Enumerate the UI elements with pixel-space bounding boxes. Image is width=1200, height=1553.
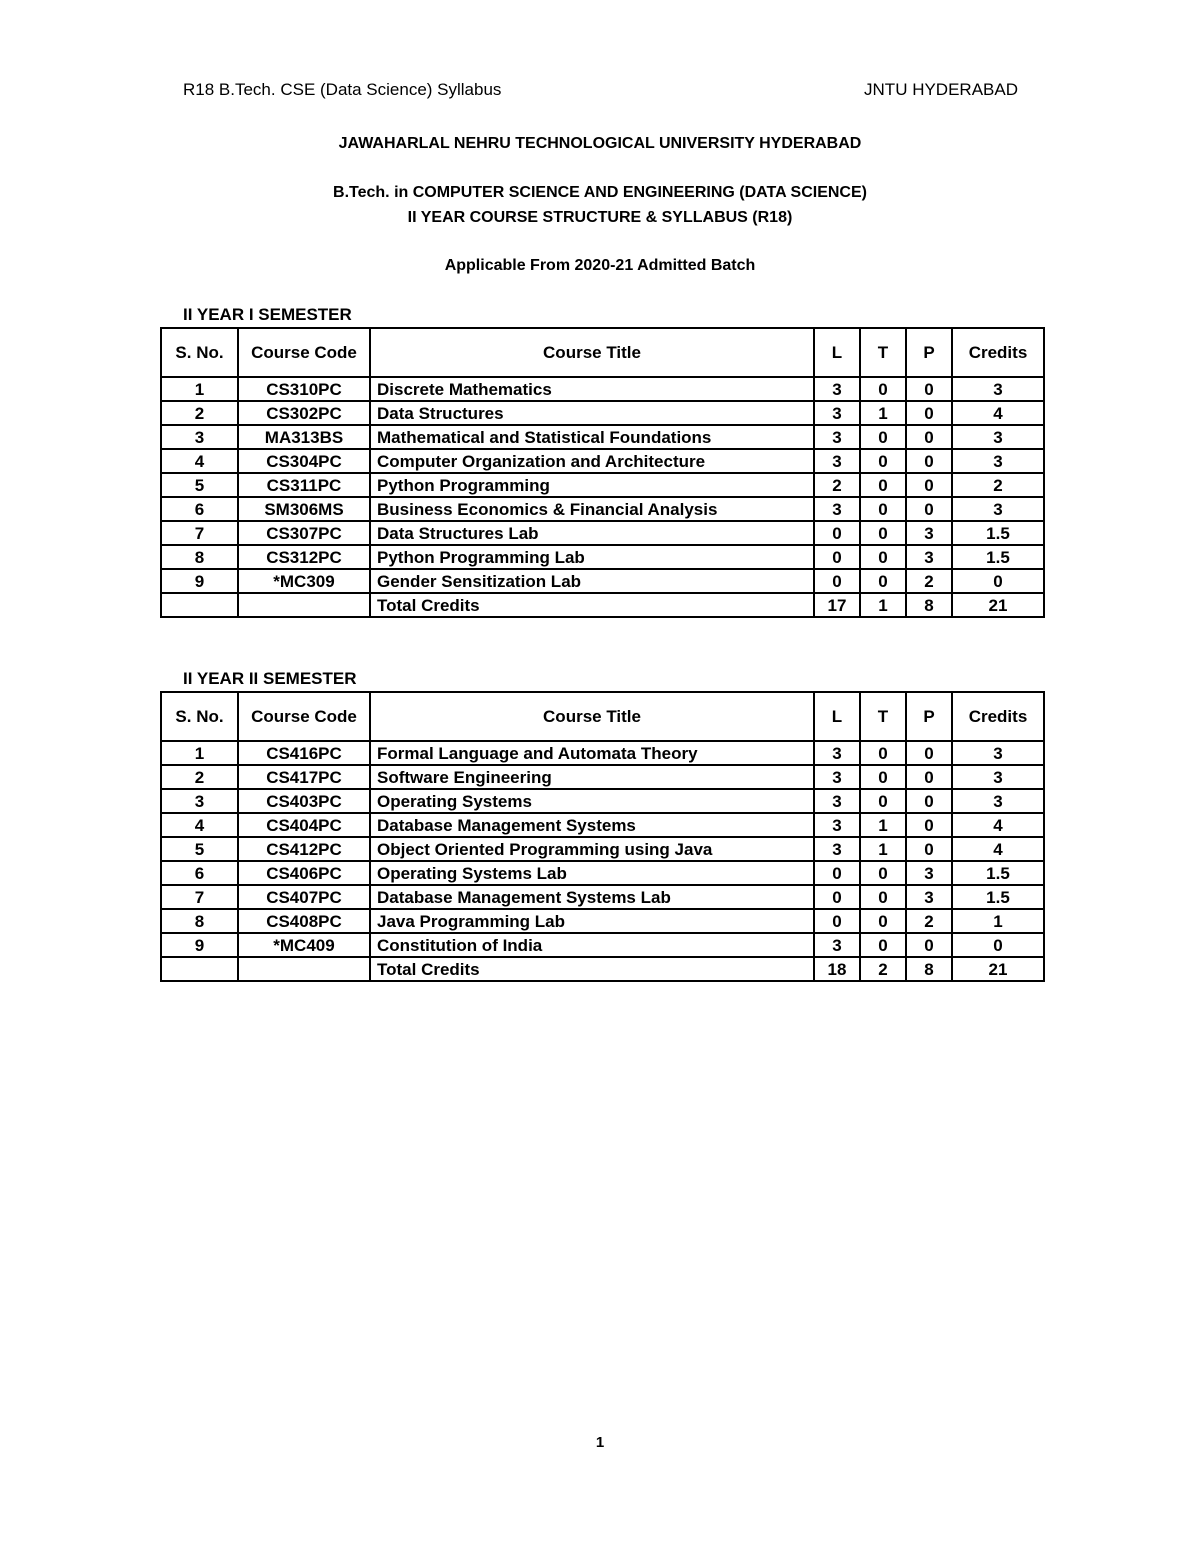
applicable-batch: Applicable From 2020-21 Admitted Batch (444, 257, 756, 274)
course-code-cell: CS416PC (238, 741, 370, 765)
empty-cell (161, 593, 238, 617)
table-row (161, 765, 1044, 789)
tutorial-hours-cell: 1 (860, 837, 906, 861)
serial-number-cell: 1 (161, 741, 238, 765)
total-credits-cell: 21 (952, 957, 1044, 981)
total-tutorial-cell: 2 (860, 957, 906, 981)
course-title-cell: Python Programming Lab (370, 545, 814, 569)
course-title-cell: Gender Sensitization Lab (370, 569, 814, 593)
col-header-p: P (906, 328, 952, 377)
table-row (161, 377, 1044, 401)
table-row (161, 837, 1044, 861)
lecture-hours-cell: 0 (814, 861, 860, 885)
tutorial-hours-cell: 0 (860, 497, 906, 521)
course-structure-title: II YEAR COURSE STRUCTURE & SYLLABUS (R18) (407, 209, 793, 226)
table-row (161, 473, 1044, 497)
course-title-cell: Discrete Mathematics (370, 377, 814, 401)
serial-number-cell: 6 (161, 497, 238, 521)
col-header-code: Course Code (238, 328, 370, 377)
running-header-right: JNTU HYDERABAD (864, 80, 1018, 99)
col-header-credits: Credits (952, 328, 1044, 377)
lecture-hours-cell: 3 (814, 401, 860, 425)
lecture-hours-cell: 3 (814, 837, 860, 861)
course-title-cell: Computer Organization and Architecture (370, 449, 814, 473)
total-label-cell: Total Credits (370, 593, 814, 617)
table-row (161, 449, 1044, 473)
course-code-cell: CS311PC (238, 473, 370, 497)
tutorial-hours-cell: 0 (860, 425, 906, 449)
course-code-cell: CS312PC (238, 545, 370, 569)
credits-cell: 0 (952, 933, 1044, 957)
serial-number-cell: 8 (161, 545, 238, 569)
table-row (161, 569, 1044, 593)
course-title-cell: Database Management Systems Lab (370, 885, 814, 909)
course-code-cell: CS310PC (238, 377, 370, 401)
credits-cell: 1.5 (952, 545, 1044, 569)
course-title-cell: Operating Systems (370, 789, 814, 813)
col-header-l: L (814, 328, 860, 377)
practical-hours-cell: 2 (906, 909, 952, 933)
tutorial-hours-cell: 0 (860, 789, 906, 813)
credits-cell: 1 (952, 909, 1044, 933)
table-row (161, 497, 1044, 521)
empty-cell (161, 957, 238, 981)
practical-hours-cell: 0 (906, 765, 952, 789)
credits-cell: 1.5 (952, 861, 1044, 885)
total-practical-cell: 8 (906, 593, 952, 617)
credits-cell: 3 (952, 449, 1044, 473)
serial-number-cell: 5 (161, 473, 238, 497)
total-lecture-cell: 18 (814, 957, 860, 981)
tutorial-hours-cell: 0 (860, 885, 906, 909)
credits-cell: 3 (952, 425, 1044, 449)
course-title-cell: Constitution of India (370, 933, 814, 957)
tutorial-hours-cell: 0 (860, 765, 906, 789)
credits-cell: 4 (952, 401, 1044, 425)
total-credits-row (161, 957, 1044, 981)
col-header-p: P (906, 692, 952, 741)
serial-number-cell: 7 (161, 521, 238, 545)
serial-number-cell: 8 (161, 909, 238, 933)
course-title-cell: Formal Language and Automata Theory (370, 741, 814, 765)
practical-hours-cell: 3 (906, 885, 952, 909)
practical-hours-cell: 0 (906, 401, 952, 425)
serial-number-cell: 9 (161, 569, 238, 593)
practical-hours-cell: 0 (906, 473, 952, 497)
credits-cell: 3 (952, 789, 1044, 813)
practical-hours-cell: 3 (906, 521, 952, 545)
tutorial-hours-cell: 0 (860, 545, 906, 569)
course-title-cell: Business Economics & Financial Analysis (370, 497, 814, 521)
tutorial-hours-cell: 0 (860, 377, 906, 401)
program-title: B.Tech. in COMPUTER SCIENCE AND ENGINEERING (DATA SCIENCE) (333, 184, 867, 201)
practical-hours-cell: 0 (906, 933, 952, 957)
empty-cell (238, 957, 370, 981)
table-row (161, 741, 1044, 765)
lecture-hours-cell: 3 (814, 933, 860, 957)
course-code-cell: CS412PC (238, 837, 370, 861)
col-header-title: Course Title (370, 328, 814, 377)
semester-1-table (160, 327, 1045, 618)
practical-hours-cell: 3 (906, 545, 952, 569)
table-row (161, 521, 1044, 545)
course-code-cell: CS302PC (238, 401, 370, 425)
course-code-cell: CS304PC (238, 449, 370, 473)
running-header-left: R18 B.Tech. CSE (Data Science) Syllabus (183, 80, 502, 99)
page-number: 1 (595, 1434, 605, 1451)
practical-hours-cell: 0 (906, 789, 952, 813)
lecture-hours-cell: 3 (814, 765, 860, 789)
serial-number-cell: 3 (161, 789, 238, 813)
serial-number-cell: 3 (161, 425, 238, 449)
course-code-cell: CS404PC (238, 813, 370, 837)
serial-number-cell: 4 (161, 813, 238, 837)
table-row (161, 813, 1044, 837)
tutorial-hours-cell: 0 (860, 741, 906, 765)
practical-hours-cell: 0 (906, 377, 952, 401)
credits-cell: 2 (952, 473, 1044, 497)
credits-cell: 3 (952, 497, 1044, 521)
lecture-hours-cell: 3 (814, 789, 860, 813)
table-header-row (161, 692, 1044, 741)
lecture-hours-cell: 3 (814, 449, 860, 473)
lecture-hours-cell: 0 (814, 909, 860, 933)
lecture-hours-cell: 0 (814, 521, 860, 545)
col-header-title: Course Title (370, 692, 814, 741)
serial-number-cell: 9 (161, 933, 238, 957)
total-lecture-cell: 17 (814, 593, 860, 617)
total-label-cell: Total Credits (370, 957, 814, 981)
credits-cell: 3 (952, 741, 1044, 765)
semester-2-table (160, 691, 1045, 982)
serial-number-cell: 1 (161, 377, 238, 401)
credits-cell: 0 (952, 569, 1044, 593)
practical-hours-cell: 0 (906, 449, 952, 473)
total-credits-cell: 21 (952, 593, 1044, 617)
table-row (161, 545, 1044, 569)
tutorial-hours-cell: 0 (860, 449, 906, 473)
course-title-cell: Data Structures (370, 401, 814, 425)
table-row (161, 885, 1044, 909)
course-code-cell: MA313BS (238, 425, 370, 449)
col-header-code: Course Code (238, 692, 370, 741)
serial-number-cell: 5 (161, 837, 238, 861)
credits-cell: 3 (952, 377, 1044, 401)
lecture-hours-cell: 3 (814, 425, 860, 449)
course-title-cell: Database Management Systems (370, 813, 814, 837)
course-code-cell: SM306MS (238, 497, 370, 521)
table-row (161, 401, 1044, 425)
course-code-cell: CS406PC (238, 861, 370, 885)
tutorial-hours-cell: 1 (860, 401, 906, 425)
lecture-hours-cell: 3 (814, 377, 860, 401)
table-row (161, 789, 1044, 813)
table-row (161, 909, 1044, 933)
tutorial-hours-cell: 0 (860, 933, 906, 957)
semester-2-title: II YEAR II SEMESTER (183, 669, 357, 688)
practical-hours-cell: 3 (906, 861, 952, 885)
course-title-cell: Mathematical and Statistical Foundations (370, 425, 814, 449)
course-title-cell: Data Structures Lab (370, 521, 814, 545)
tutorial-hours-cell: 0 (860, 909, 906, 933)
table-row (161, 861, 1044, 885)
tutorial-hours-cell: 0 (860, 521, 906, 545)
credits-cell: 3 (952, 765, 1044, 789)
tutorial-hours-cell: 0 (860, 569, 906, 593)
empty-cell (238, 593, 370, 617)
serial-number-cell: 4 (161, 449, 238, 473)
lecture-hours-cell: 3 (814, 497, 860, 521)
practical-hours-cell: 0 (906, 813, 952, 837)
lecture-hours-cell: 0 (814, 569, 860, 593)
serial-number-cell: 2 (161, 401, 238, 425)
lecture-hours-cell: 0 (814, 885, 860, 909)
course-code-cell: *MC409 (238, 933, 370, 957)
university-title: JAWAHARLAL NEHRU TECHNOLOGICAL UNIVERSITY HYDERABAD (338, 135, 862, 152)
total-practical-cell: 8 (906, 957, 952, 981)
credits-cell: 4 (952, 813, 1044, 837)
course-title-cell: Operating Systems Lab (370, 861, 814, 885)
serial-number-cell: 6 (161, 861, 238, 885)
course-title-cell: Java Programming Lab (370, 909, 814, 933)
course-code-cell: CS407PC (238, 885, 370, 909)
table-row (161, 933, 1044, 957)
course-title-cell: Software Engineering (370, 765, 814, 789)
course-code-cell: CS307PC (238, 521, 370, 545)
practical-hours-cell: 0 (906, 497, 952, 521)
practical-hours-cell: 0 (906, 741, 952, 765)
col-header-l: L (814, 692, 860, 741)
lecture-hours-cell: 2 (814, 473, 860, 497)
course-title-cell: Object Oriented Programming using Java (370, 837, 814, 861)
table-header-row (161, 328, 1044, 377)
semester-1-title: II YEAR I SEMESTER (183, 305, 352, 324)
lecture-hours-cell: 0 (814, 545, 860, 569)
table-row (161, 425, 1044, 449)
credits-cell: 4 (952, 837, 1044, 861)
tutorial-hours-cell: 0 (860, 861, 906, 885)
practical-hours-cell: 2 (906, 569, 952, 593)
tutorial-hours-cell: 0 (860, 473, 906, 497)
course-code-cell: *MC309 (238, 569, 370, 593)
lecture-hours-cell: 3 (814, 741, 860, 765)
course-code-cell: CS403PC (238, 789, 370, 813)
serial-number-cell: 7 (161, 885, 238, 909)
course-code-cell: CS408PC (238, 909, 370, 933)
col-header-t: T (860, 328, 906, 377)
serial-number-cell: 2 (161, 765, 238, 789)
credits-cell: 1.5 (952, 885, 1044, 909)
col-header-credits: Credits (952, 692, 1044, 741)
course-code-cell: CS417PC (238, 765, 370, 789)
col-header-sno: S. No. (161, 328, 238, 377)
total-credits-row (161, 593, 1044, 617)
course-title-cell: Python Programming (370, 473, 814, 497)
tutorial-hours-cell: 1 (860, 813, 906, 837)
lecture-hours-cell: 3 (814, 813, 860, 837)
credits-cell: 1.5 (952, 521, 1044, 545)
practical-hours-cell: 0 (906, 837, 952, 861)
practical-hours-cell: 0 (906, 425, 952, 449)
total-tutorial-cell: 1 (860, 593, 906, 617)
col-header-sno: S. No. (161, 692, 238, 741)
col-header-t: T (860, 692, 906, 741)
